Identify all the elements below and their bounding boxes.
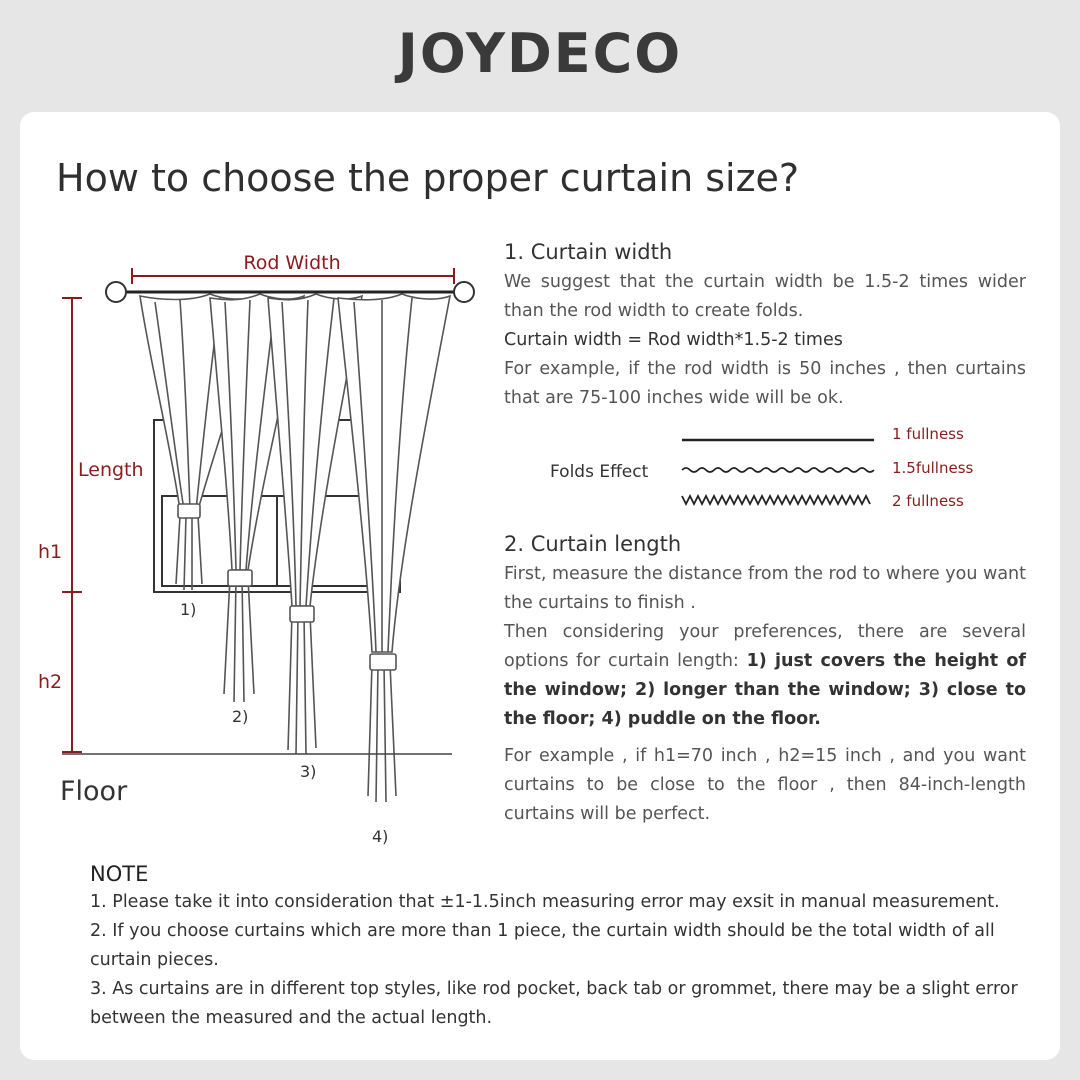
curtain-diagram (20, 112, 490, 872)
curtain-width-example: For example, if the rod width is 50 inches , then curtains that are 75-100 inches wide will be ok. (504, 359, 1026, 408)
option-3-label: 3) (300, 762, 317, 781)
folds-effect-lines (680, 430, 876, 510)
curtain-width-formula: Curtain width = Rod width*1.5-2 times (504, 330, 843, 350)
rod-width-dimension (132, 252, 454, 284)
curtain-length-options-intro: Then considering your preferences, there are several options for curtain length: (504, 622, 1026, 671)
folds-effect-label: Folds Effect (550, 462, 649, 482)
length-dimension (62, 298, 82, 752)
page-title: How to choose the proper curtain size? (56, 156, 800, 200)
option-2-label: 2) (232, 707, 249, 726)
fullness-1-5-label: 1.5fullness (892, 459, 974, 477)
fullness-2-label: 2 fullness (892, 492, 964, 510)
curtain-width-section (504, 240, 1026, 413)
h1-label: h1 (38, 541, 63, 563)
note-item: 1. Please take it into consideration that ±1-1.5inch measuring error may exsit in manual measurement. (90, 892, 1000, 912)
floor-label: Floor (60, 776, 128, 807)
curtain-width-text: We suggest that the curtain width be 1.5-2 times wider than the rod width to create folds. (504, 272, 1026, 321)
fullness-2-line (682, 496, 870, 504)
fullness-1-5-line (682, 468, 874, 472)
option-4-label: 4) (372, 827, 389, 846)
curtain-width-heading: 1. Curtain width (504, 240, 673, 264)
curtain-option-4 (338, 294, 450, 802)
curtain-length-example: For example , if h1=70 inch , h2=15 inch , and you want curtains to be close to the floor , then 84-inch-length curtains will be perfect. (504, 746, 1026, 824)
curtain-length-heading: 2. Curtain length (504, 532, 682, 556)
h2-label: h2 (38, 671, 63, 693)
curtain-length-text: First, measure the distance from the rod to where you want the curtains to finish . (504, 564, 1026, 613)
fullness-1-label: 1 fullness (892, 425, 964, 443)
note-section (90, 862, 1030, 1033)
info-card (20, 112, 1060, 1060)
rod-width-label: Rod Width (243, 252, 341, 274)
note-item: 2. If you choose curtains which are more than 1 piece, the curtain width should be the total width of all curtain pieces. (90, 921, 995, 970)
brand-logo: JOYDECO (397, 22, 683, 85)
length-label: Length (78, 459, 144, 481)
option-1-label: 1) (180, 600, 197, 619)
curtain-length-section (504, 532, 1026, 829)
curtain-length-options-list: 1) just covers the height of the window; 2) longer than the window; 3) close to the floor; 4) puddle on the floor. (504, 651, 1026, 729)
note-heading: NOTE (90, 862, 149, 886)
note-item: 3. As curtains are in different top styles, like rod pocket, back tab or grommet, there may be a slight error between the measured and the actual length. (90, 979, 1018, 1028)
curtain-length-options (504, 618, 1026, 734)
